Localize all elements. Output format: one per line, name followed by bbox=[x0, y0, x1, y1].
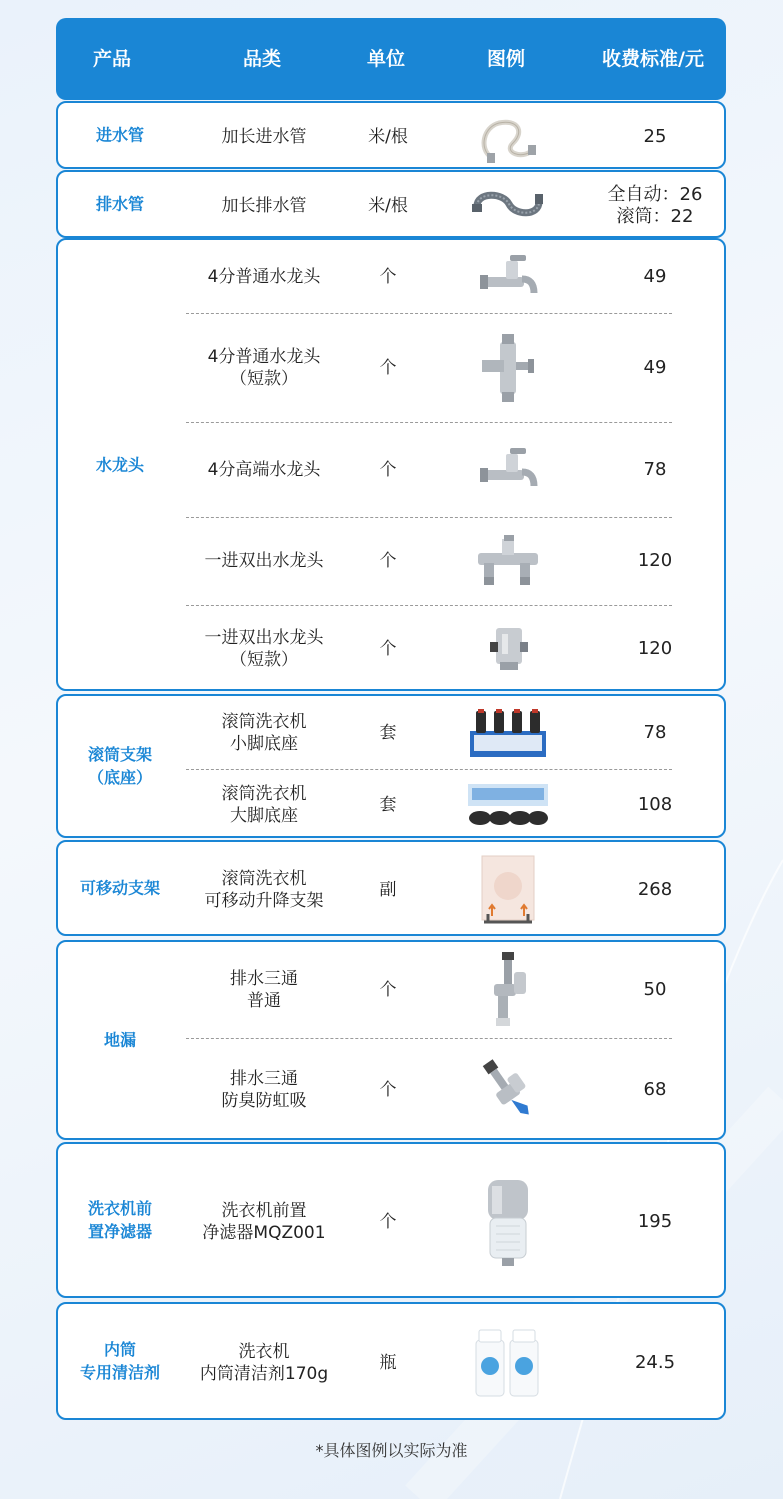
unit-cell: 个 bbox=[379, 551, 397, 571]
category-line: 小脚底座 bbox=[230, 733, 298, 754]
category-line: 可移动升降支架 bbox=[204, 891, 324, 911]
price-line: 49 bbox=[643, 265, 667, 287]
header-image: 图例 bbox=[486, 48, 525, 70]
category-cell bbox=[196, 1068, 332, 1112]
table-row bbox=[58, 605, 724, 693]
price-cell bbox=[603, 1352, 707, 1374]
category-cell bbox=[196, 195, 332, 217]
category-line: 4分普通水龙头 bbox=[207, 266, 321, 287]
faucet-icon bbox=[466, 253, 550, 301]
group-title-line: 地漏 bbox=[103, 1030, 136, 1050]
price-cell bbox=[603, 638, 707, 660]
unit-cell: 套 bbox=[379, 722, 397, 743]
category-line: 洗衣机前置 bbox=[221, 1201, 307, 1221]
category-line: 防臭防虹吸 bbox=[221, 1091, 307, 1111]
group-title-line: 滚筒支架 bbox=[87, 745, 152, 764]
price-cell bbox=[603, 794, 707, 816]
price-cell bbox=[603, 459, 707, 481]
category-line: 4分普通水龙头 bbox=[207, 346, 321, 367]
header-category: 品类 bbox=[242, 48, 281, 70]
price-line: 78 bbox=[643, 721, 667, 743]
table-row bbox=[58, 1038, 724, 1142]
category-cell bbox=[196, 346, 332, 390]
unit-cell: 副 bbox=[379, 880, 397, 900]
category-line: （短款） bbox=[230, 368, 298, 389]
table-group bbox=[56, 694, 726, 838]
unit-cell: 个 bbox=[379, 266, 397, 287]
table-header bbox=[56, 18, 726, 100]
unit-cell: 个 bbox=[379, 639, 397, 659]
angle-valve-icon bbox=[466, 332, 550, 404]
price-line: 195 bbox=[637, 1211, 673, 1232]
movable-stand-icon bbox=[466, 850, 550, 930]
group-title-line: 排水管 bbox=[95, 194, 144, 214]
price-cell bbox=[603, 357, 707, 379]
header-unit: 单位 bbox=[366, 48, 405, 70]
category-line: 加长排水管 bbox=[221, 196, 307, 216]
table-row bbox=[58, 1304, 724, 1422]
table-row bbox=[58, 517, 724, 605]
group-title-line: 专用清洁剂 bbox=[79, 1363, 160, 1382]
header-price: 收费标准/元 bbox=[602, 48, 704, 70]
price-cell bbox=[603, 979, 707, 1001]
table-row bbox=[58, 1144, 724, 1300]
group-title-line: 进水管 bbox=[95, 125, 144, 145]
category-cell bbox=[196, 1200, 332, 1244]
unit-cell: 套 bbox=[379, 794, 397, 815]
price-cell bbox=[603, 126, 707, 148]
unit-cell: 个 bbox=[379, 357, 397, 378]
table-row bbox=[58, 240, 724, 313]
category-line: 一进双出水龙头 bbox=[204, 551, 324, 571]
header-product: 产品 bbox=[92, 48, 131, 70]
table-row bbox=[58, 942, 724, 1038]
price-line: 68 bbox=[643, 1079, 667, 1100]
group-title-line: 水龙头 bbox=[95, 455, 144, 474]
category-line: 滚筒洗衣机 bbox=[221, 869, 307, 889]
category-cell bbox=[196, 627, 332, 671]
category-line: 洗衣机 bbox=[238, 1342, 290, 1362]
unit-cell: 瓶 bbox=[379, 1353, 397, 1373]
price-line: 268 bbox=[637, 879, 673, 900]
category-line: 净滤器MQZ001 bbox=[202, 1223, 326, 1243]
table-group bbox=[56, 170, 726, 238]
footnote: *具体图例以实际为准 bbox=[315, 1441, 468, 1460]
group-title-line: 可移动支架 bbox=[79, 878, 160, 898]
price-line: 滚筒：22 bbox=[616, 206, 694, 227]
group-title-line: 内筒 bbox=[103, 1340, 136, 1359]
category-line: 滚筒洗衣机 bbox=[221, 783, 307, 804]
water-inlet-hose-icon bbox=[466, 109, 550, 165]
unit-cell: 米/根 bbox=[368, 196, 408, 216]
category-cell bbox=[196, 126, 332, 148]
price-line: 108 bbox=[637, 793, 673, 815]
table-row bbox=[58, 103, 724, 171]
category-cell bbox=[196, 1341, 332, 1385]
unit-cell: 个 bbox=[379, 459, 397, 480]
price-cell bbox=[603, 722, 707, 744]
table-row bbox=[58, 696, 724, 769]
faucet-icon bbox=[466, 446, 550, 494]
dual-outlet-faucet-icon bbox=[466, 533, 550, 589]
table-row bbox=[58, 422, 724, 517]
category-line: 排水三通 bbox=[230, 1069, 298, 1089]
price-line: 78 bbox=[643, 458, 667, 480]
category-line: 加长进水管 bbox=[221, 127, 307, 147]
category-cell bbox=[196, 711, 332, 755]
category-line: 滚筒洗衣机 bbox=[221, 711, 307, 732]
price-line: 全自动：26 bbox=[607, 184, 703, 205]
category-line: 内筒清洁剂170g bbox=[199, 1364, 329, 1384]
table-row bbox=[58, 769, 724, 840]
table-row bbox=[58, 172, 724, 240]
category-cell bbox=[196, 266, 332, 288]
category-line: 排水三通 bbox=[230, 969, 298, 989]
group-title-line: 置净滤器 bbox=[87, 1222, 152, 1241]
price-cell bbox=[603, 550, 707, 572]
pre-filter-icon bbox=[466, 1174, 550, 1270]
anti-odor-drain-tee-icon bbox=[466, 1054, 550, 1126]
category-cell bbox=[196, 459, 332, 481]
category-cell bbox=[196, 550, 332, 572]
unit-cell: 个 bbox=[379, 980, 397, 1000]
price-cell bbox=[603, 184, 707, 228]
category-line: 4分高端水龙头 bbox=[207, 459, 321, 480]
price-line: 120 bbox=[637, 550, 673, 571]
category-cell bbox=[196, 868, 332, 912]
category-cell bbox=[196, 968, 332, 1012]
drain-tee-icon bbox=[466, 948, 550, 1032]
price-cell bbox=[603, 879, 707, 901]
category-line: 普通 bbox=[247, 991, 281, 1011]
drain-hose-icon bbox=[466, 186, 550, 226]
price-line: 120 bbox=[637, 638, 673, 659]
unit-cell: 个 bbox=[379, 1080, 397, 1100]
table-group bbox=[56, 101, 726, 169]
category-cell bbox=[196, 783, 332, 827]
large-feet-base-box-icon bbox=[466, 782, 550, 828]
table-group bbox=[56, 238, 726, 691]
price-line: 49 bbox=[643, 356, 667, 378]
table-group bbox=[56, 940, 726, 1140]
dual-outlet-faucet-short-icon bbox=[466, 624, 550, 674]
category-line: 一进双出水龙头 bbox=[204, 628, 324, 648]
table-row bbox=[58, 313, 724, 422]
cleaner-bottles-icon bbox=[466, 1326, 550, 1400]
price-line: 25 bbox=[643, 126, 667, 147]
price-line: 24.5 bbox=[634, 1352, 676, 1373]
price-line: 50 bbox=[643, 979, 667, 1000]
table-group bbox=[56, 1302, 726, 1420]
price-cell bbox=[603, 1211, 707, 1233]
unit-cell: 米/根 bbox=[368, 127, 408, 147]
small-feet-base-box-icon bbox=[466, 705, 550, 761]
table-group bbox=[56, 840, 726, 936]
price-cell bbox=[603, 1079, 707, 1101]
table-group bbox=[56, 1142, 726, 1298]
category-line: 大脚底座 bbox=[230, 805, 298, 826]
table-row bbox=[58, 842, 724, 938]
category-line: （短款） bbox=[230, 650, 298, 670]
group-title-line: 洗衣机前 bbox=[87, 1199, 152, 1218]
price-cell bbox=[603, 266, 707, 288]
unit-cell: 个 bbox=[379, 1212, 397, 1232]
group-title-line: （底座） bbox=[87, 768, 152, 787]
